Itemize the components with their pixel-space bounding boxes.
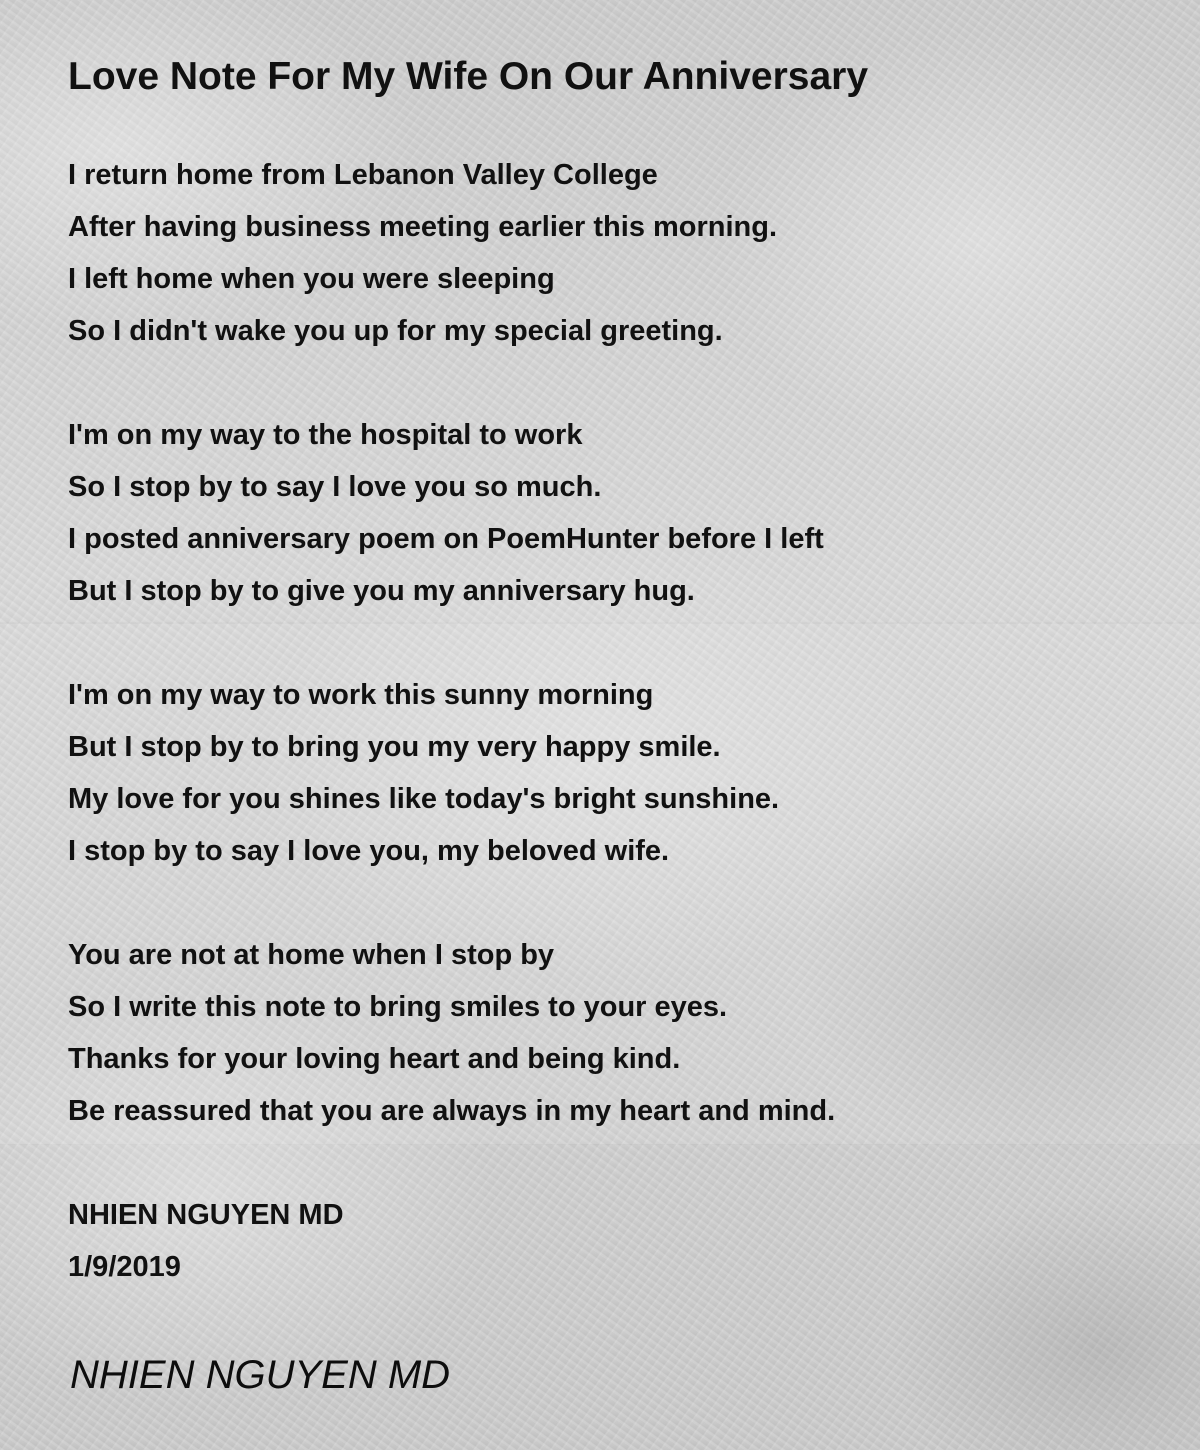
poem-line: I'm on my way to work this sunny morning: [68, 679, 654, 711]
poem-line: But I stop by to give you my anniversary hug.: [68, 575, 695, 607]
poem-line: I left home when you were sleeping: [68, 263, 555, 295]
poem-line: I return home from Lebanon Valley College: [68, 159, 658, 191]
poem-author: NHIEN NGUYEN MD: [70, 1353, 451, 1397]
poem-line: Thanks for your loving heart and being kind.: [68, 1043, 681, 1075]
poem-line: After having business meeting earlier this morning.: [68, 211, 778, 243]
poem-title: Love Note For My Wife On Our Anniversary: [68, 55, 869, 98]
poem-line: I posted anniversary poem on PoemHunter before I left: [68, 523, 824, 555]
poem-line: I'm on my way to the hospital to work: [68, 419, 583, 451]
poem-line: I stop by to say I love you, my beloved wife.: [68, 835, 670, 867]
poem-line: Be reassured that you are always in my heart and mind.: [68, 1095, 836, 1127]
poem-line: So I stop by to say I love you so much.: [68, 471, 602, 503]
stanza-3: [68, 669, 779, 877]
stanza-4: [68, 929, 835, 1137]
signature-date: 1/9/2019: [68, 1251, 181, 1283]
signature-name: NHIEN NGUYEN MD: [68, 1199, 344, 1231]
poem-line: But I stop by to bring you my very happy smile.: [68, 731, 721, 763]
poem-line: So I didn't wake you up for my special greeting.: [68, 315, 723, 347]
poem-signature: [68, 1189, 344, 1293]
poem-line: My love for you shines like today's bright sunshine.: [68, 783, 780, 815]
stanza-1: [68, 149, 777, 357]
stanza-2: [68, 409, 824, 617]
poem-line: You are not at home when I stop by: [68, 939, 555, 971]
poem-line: So I write this note to bring smiles to your eyes.: [68, 991, 728, 1023]
